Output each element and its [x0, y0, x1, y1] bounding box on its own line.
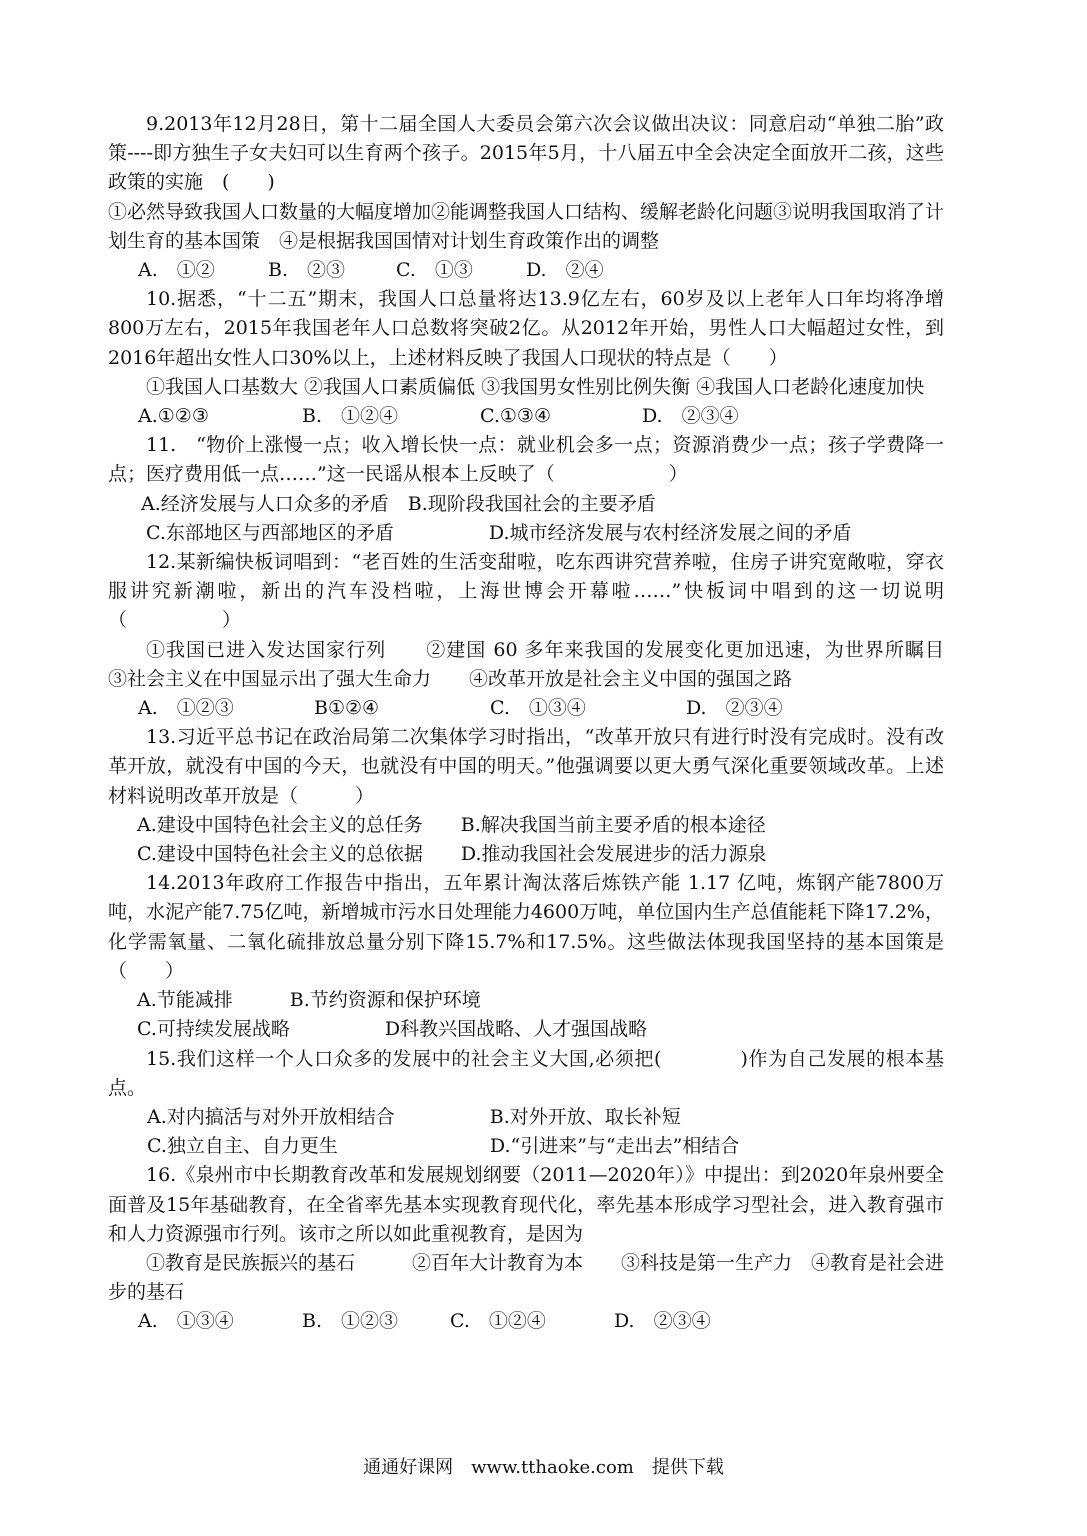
option-a: A.①②③	[138, 405, 209, 428]
option-d: D. ②③④	[614, 1310, 711, 1333]
option-d: D. ②④	[526, 259, 604, 282]
option-c: C.①③④	[480, 405, 551, 428]
question-list	[108, 110, 983, 1337]
option-b: B①②④	[314, 697, 380, 720]
option-b: B. ①②③	[302, 1310, 399, 1333]
question-15-option-row-1: A.对内搞活与对外开放相结合 B.对外开放、取长补短	[147, 1105, 681, 1128]
option-c: C. ①②④	[450, 1310, 546, 1333]
question-16-stem: 16.《泉州市中长期教育改革和发展规划纲要（2011—2020年）》中提出：到2020年泉州要全面普及15年基础教育，在全省率先基本实现教育现代化，率先基本形成学习型社会，进入教育强市和人力资源强市行列。该市之所以如此重视教育，是因为	[108, 1164, 944, 1245]
question-15-stem: 15.我们这样一个人口众多的发展中的社会主义大国,必须把( )作为自己发展的根本基点。	[108, 1047, 944, 1099]
question-9-statements: ①必然导致我国人口数量的大幅度增加②能调整我国人口结构、缓解老龄化问题③说明我国取消了计划生育的基本国策 ④是根据我国国情对计划生育政策作出的调整	[108, 200, 945, 252]
question-12-options	[108, 694, 944, 723]
question-9-stem: 9.2013年12月28日，第十二届全国人大委员会第六次会议做出决议：同意启动“单独二胎”政策----即方独生子女夫妇可以生育两个孩子。2015年5月，十八届五中全会决定全面放开二孩，这些政策的实施 ( )	[108, 113, 944, 194]
option-a: A. ①②	[138, 259, 215, 282]
question-14-stem: 14.2013年政府工作报告中指出，五年累计淘汰落后炼铁产能 1.17 亿吨，炼钢产能7800万吨，水泥产能7.75亿吨，新增城市污水日处理能力4600万吨，单位国内生产总值能耗下降17.2%，化学需氧量、二氧化硫排放总量分别下降15.7%和17.5%。这些做法体现我国坚持的基本国策是（ ）	[108, 872, 944, 982]
page-footer: 通通好课网 www.tthaoke.com 提供下载	[363, 1457, 724, 1478]
option-c: C. ①③	[396, 259, 473, 282]
option-d: D. ②③④	[642, 405, 739, 428]
question-11-stem: 11. “物价上涨慢一点；收入增长快一点：就业机会多一点；资源消费少一点；孩子学费降一点；医疗费用低一点……”这一民谣从根本上反映了（ ）	[108, 434, 944, 486]
question-13-option-row-1: A.建设中国特色社会主义的总任务 B.解决我国当前主要矛盾的根本途径	[137, 813, 766, 836]
question-15-option-row-2: C.独立自主、自力更生 D.“引进来”与“走出去”相结合	[147, 1135, 740, 1158]
question-13-stem: 13.习近平总书记在政治局第二次集体学习时指出，“改革开放只有进行时没有完成时。没有改革开放，就没有中国的今天，也就没有中国的明天。”他强调要以更大勇气深化重要领域改革。上述材料说明改革开放是（ ）	[108, 726, 944, 807]
option-b: B. ①②④	[302, 405, 399, 428]
question-10-options	[108, 402, 944, 431]
question-13-option-row-2: C.建设中国特色社会主义的总依据 D.推动我国社会发展进步的活力源泉	[137, 843, 767, 866]
option-a: A. ①②③	[138, 697, 234, 720]
question-11-option-row-1: A.经济发展与人口众多的矛盾 B.现阶段我国社会的主要矛盾	[141, 492, 656, 515]
question-14-option-row-2: C.可持续发展战略 D科教兴国战略、人才强国战略	[137, 1018, 648, 1041]
question-12-stem: 12.某新编快板词唱到：“老百姓的生活变甜啦，吃东西讲究营养啦，住房子讲究宽敞啦，穿衣服讲究新潮啦，新出的汽车没档啦，上海世博会开幕啦……”快板词中唱到的这一切说明（ ）	[108, 551, 944, 632]
option-c: C. ①③④	[490, 697, 586, 720]
question-10-statements: ①我国人口基数大 ②我国人口素质偏低 ③我国男女性别比例失衡 ④我国人口老龄化速度加快	[146, 375, 925, 398]
question-10-stem: 10.据悉，“十二五”期末，我国人口总量将达13.9亿左右，60岁及以上老年人口年均将净增800万左右，2015年我国老年人口总数将突破2亿。从2012年开始，男性人口大幅超过女性，到2016年超出女性人口30%以上，上述材料反映了我国人口现状的特点是（ ）	[108, 288, 944, 369]
option-d: D. ②③④	[686, 697, 783, 720]
option-a: A. ①③④	[138, 1310, 234, 1333]
question-12-statements: ①我国已进入发达国家行列 ②建国 60 多年来我国的发展变化更加迅速，为世界所瞩目 ③社会主义在中国显示出了强大生命力 ④改革开放是社会主义中国的强国之路	[108, 638, 983, 690]
question-11-option-row-2: C.东部地区与西部地区的矛盾 D.城市经济发展与农村经济发展之间的矛盾	[146, 521, 852, 544]
question-14-option-row-1: A.节能减排 B.节约资源和保护环境	[137, 989, 481, 1012]
question-16-options	[108, 1307, 944, 1336]
question-16-statements: ①教育是民族振兴的基石 ②百年大计教育为本 ③科技是第一生产力 ④教育是社会进步的基石	[108, 1251, 945, 1304]
option-b: B. ②③	[268, 259, 346, 282]
question-9-options	[108, 256, 944, 285]
